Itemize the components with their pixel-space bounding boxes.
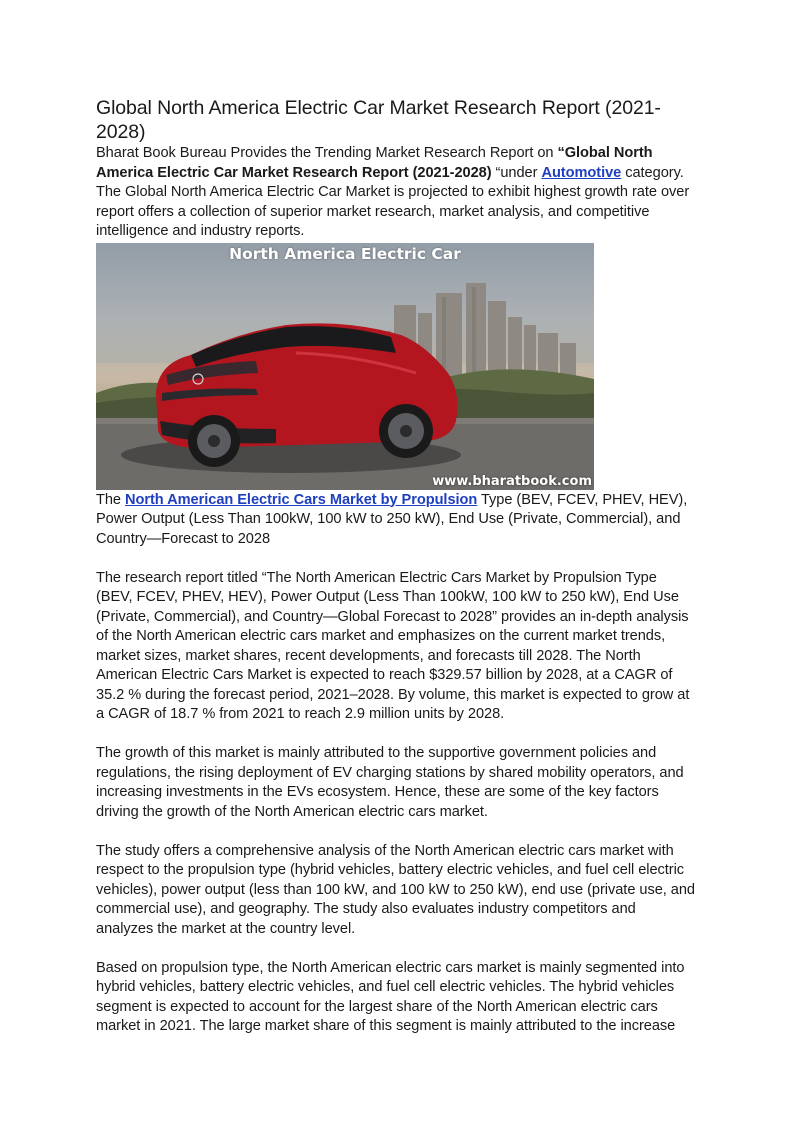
body-paragraph-4: Based on propulsion type, the North American electric cars market is mainly segmented into hybrid vehicles, battery electric vehicles, and fuel cell electric vehicles. The hybrid vehicles segment is expected to account for the largest share of the North American electric cars market in 2021. The large market share of this segment is mainly attributed to the increase [96,959,685,1034]
intro-paragraph [96,144,696,242]
intro-text-1: Bharat Book Bureau Provides the Trending Market Research Report on [96,145,558,161]
image-caption: North America Electric Car [229,244,461,263]
intro-quote-open: “ [557,145,565,161]
automotive-category-link[interactable]: Automotive [541,164,622,181]
report-line-text-1: The [96,491,126,508]
document-title: Global North America Electric Car Market Research Report (2021-2028) [96,97,661,143]
body-paragraph-3: The study offers a comprehensive analysis of the North American electric cars market with respect to the propulsion type (hybrid vehicles, battery electric vehicles, and fuel cell electric vehicles), power output (less than 100 kW, and 100 kW to 250 kW), end use (private use, and commercial use), and geography. The study also evaluates industry competitors and analyzes the market at the country level. [96,842,695,937]
hero-image [96,243,594,490]
report-line-text-2: Type (BEV, FCEV, PHEV, HEV), Power Output (Less Than 100kW, 100 kW to 250 kW), End Use (Private, Commercial), and Country—Forecast to 2028 [96,491,688,547]
intro-report-title: Global North America Electric Car Market Research Report (2021-2028) [96,145,653,181]
image-watermark: www.bharatbook.com [432,473,592,489]
body-paragraph-2: The growth of this market is mainly attributed to the supportive government policies and regulations, the rising deployment of EV charging stations by shared mobility operators, and increasing investments in the EVs ecosystem. Hence, these are some of the key factors driving the growth of the North American electric cars market. [96,745,684,820]
report-line-paragraph [96,491,696,550]
car-city-illustration [96,243,594,490]
report-title-link[interactable]: North American Electric Cars Market by Propulsion [125,491,478,508]
intro-text-3: category. The Global North America Electric Car Market is projected to exhibit highest growth rate over report offers a collection of superior market research, market analysis, and competitive intelligence and industry reports. [96,164,690,239]
body-paragraph-1: The research report titled “The North American Electric Cars Market by Propulsion Type (BEV, FCEV, PHEV, HEV), Power Output (Less Than 100kW, 100 kW to 250 kW), End Use (Private, Commercial), and Country—Global Forecast to 2028” provides an in-depth analysis of the North American electric cars market and emphasizes on the current market trends, market sizes, market shares, recent developments, and forecasts till 2028. The North American Electric Cars Market is expected to reach $329.57 billion by 2028, at a CAGR of 35.2 % during the forecast period, 2021–2028. By volume, this market is expected to grow at a CAGR of 18.7 % from 2021 to reach 2.9 million units by 2028. [96,569,690,722]
document-page [96,96,696,1037]
intro-text-2: “under [491,164,542,181]
